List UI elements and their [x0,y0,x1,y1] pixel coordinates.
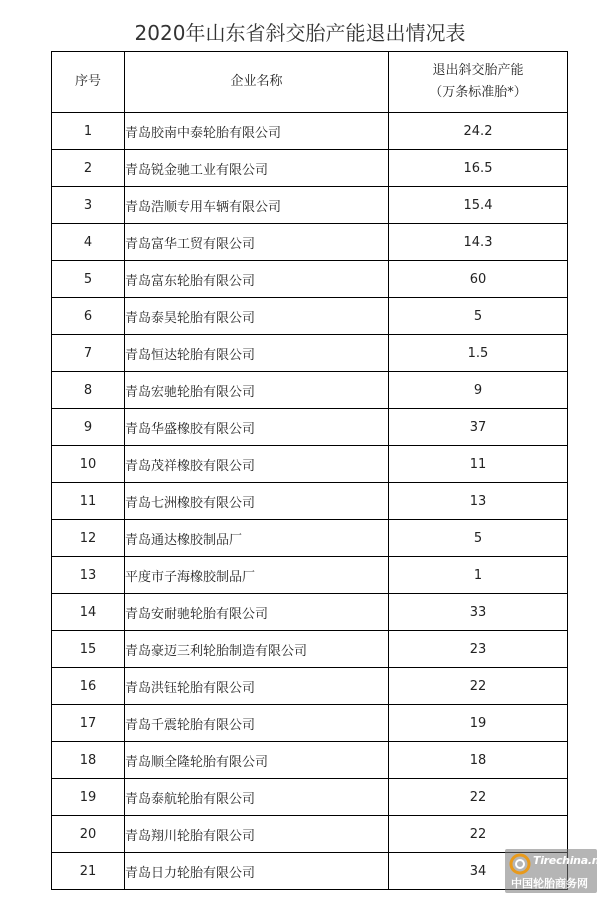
capacity-table [51,51,568,890]
row-index: 3 [52,187,125,224]
row-capacity: 23 [389,631,568,668]
row-company: 青岛顺全隆轮胎有限公司 [125,742,389,779]
table-body [52,113,568,890]
row-company: 青岛茂祥橡胶有限公司 [125,446,389,483]
row-index: 1 [52,113,125,150]
row-company: 青岛千震轮胎有限公司 [125,705,389,742]
row-company: 青岛恒达轮胎有限公司 [125,335,389,372]
row-company: 青岛安耐驰轮胎有限公司 [125,594,389,631]
row-index: 9 [52,409,125,446]
header-capacity-line2: （万条标准胎*） [429,85,527,100]
row-capacity: 19 [389,705,568,742]
table-row [52,335,568,372]
row-company: 青岛豪迈三利轮胎制造有限公司 [125,631,389,668]
row-index: 6 [52,298,125,335]
row-capacity: 22 [389,668,568,705]
row-company: 青岛华盛橡胶有限公司 [125,409,389,446]
row-company: 青岛泰昊轮胎有限公司 [125,298,389,335]
table-header-row [52,52,568,113]
table-row [52,816,568,853]
table-row [52,409,568,446]
row-index: 21 [52,853,125,890]
table-row [52,298,568,335]
row-capacity: 15.4 [389,187,568,224]
row-capacity: 5 [389,520,568,557]
table-row [52,742,568,779]
row-index: 12 [52,520,125,557]
row-capacity: 22 [389,779,568,816]
table-row [52,705,568,742]
row-capacity: 1.5 [389,335,568,372]
row-index: 15 [52,631,125,668]
row-index: 18 [52,742,125,779]
row-capacity: 11 [389,446,568,483]
row-index: 16 [52,668,125,705]
table-row [52,631,568,668]
row-company: 平度市子海橡胶制品厂 [125,557,389,594]
row-company: 青岛富东轮胎有限公司 [125,261,389,298]
row-index: 13 [52,557,125,594]
row-index: 4 [52,224,125,261]
watermark-name: 中国轮胎商务网 [511,877,588,890]
row-index: 14 [52,594,125,631]
row-company: 青岛富华工贸有限公司 [125,224,389,261]
table-row [52,557,568,594]
row-index: 8 [52,372,125,409]
row-index: 20 [52,816,125,853]
header-index: 序号 [52,52,125,113]
row-index: 10 [52,446,125,483]
table-row [52,779,568,816]
table-row [52,446,568,483]
header-capacity [389,52,568,113]
row-index: 17 [52,705,125,742]
row-index: 11 [52,483,125,520]
table-row [52,261,568,298]
row-company: 青岛七洲橡胶有限公司 [125,483,389,520]
row-capacity: 5 [389,298,568,335]
row-company: 青岛日力轮胎有限公司 [125,853,389,890]
row-capacity: 13 [389,483,568,520]
table-row [52,113,568,150]
row-capacity: 37 [389,409,568,446]
table-row [52,372,568,409]
table-row [52,853,568,890]
row-company: 青岛浩顺专用车辆有限公司 [125,187,389,224]
table-row [52,668,568,705]
row-capacity: 18 [389,742,568,779]
table-row [52,150,568,187]
table-row [52,594,568,631]
header-capacity-line1: 退出斜交胎产能 [432,63,524,78]
page-title: 2020年山东省斜交胎产能退出情况表 [134,21,466,45]
row-capacity: 14.3 [389,224,568,261]
row-capacity: 34 [389,853,568,890]
row-capacity: 33 [389,594,568,631]
row-company: 青岛泰航轮胎有限公司 [125,779,389,816]
row-index: 2 [52,150,125,187]
row-company: 青岛通达橡胶制品厂 [125,520,389,557]
row-capacity: 24.2 [389,113,568,150]
row-capacity: 1 [389,557,568,594]
table-row [52,483,568,520]
row-capacity: 9 [389,372,568,409]
header-company: 企业名称 [125,52,389,113]
row-company: 青岛翔川轮胎有限公司 [125,816,389,853]
watermark [505,849,611,893]
row-company: 青岛宏驰轮胎有限公司 [125,372,389,409]
row-capacity: 60 [389,261,568,298]
row-index: 7 [52,335,125,372]
row-index: 19 [52,779,125,816]
watermark-site: Tirechina.net [533,854,611,867]
row-company: 青岛胶南中泰轮胎有限公司 [125,113,389,150]
row-company: 青岛锐金驰工业有限公司 [125,150,389,187]
row-capacity: 16.5 [389,150,568,187]
table-row [52,224,568,261]
row-company: 青岛洪钰轮胎有限公司 [125,668,389,705]
row-capacity: 22 [389,816,568,853]
tire-logo-icon [509,853,531,875]
row-index: 5 [52,261,125,298]
table-row [52,187,568,224]
table-row [52,520,568,557]
